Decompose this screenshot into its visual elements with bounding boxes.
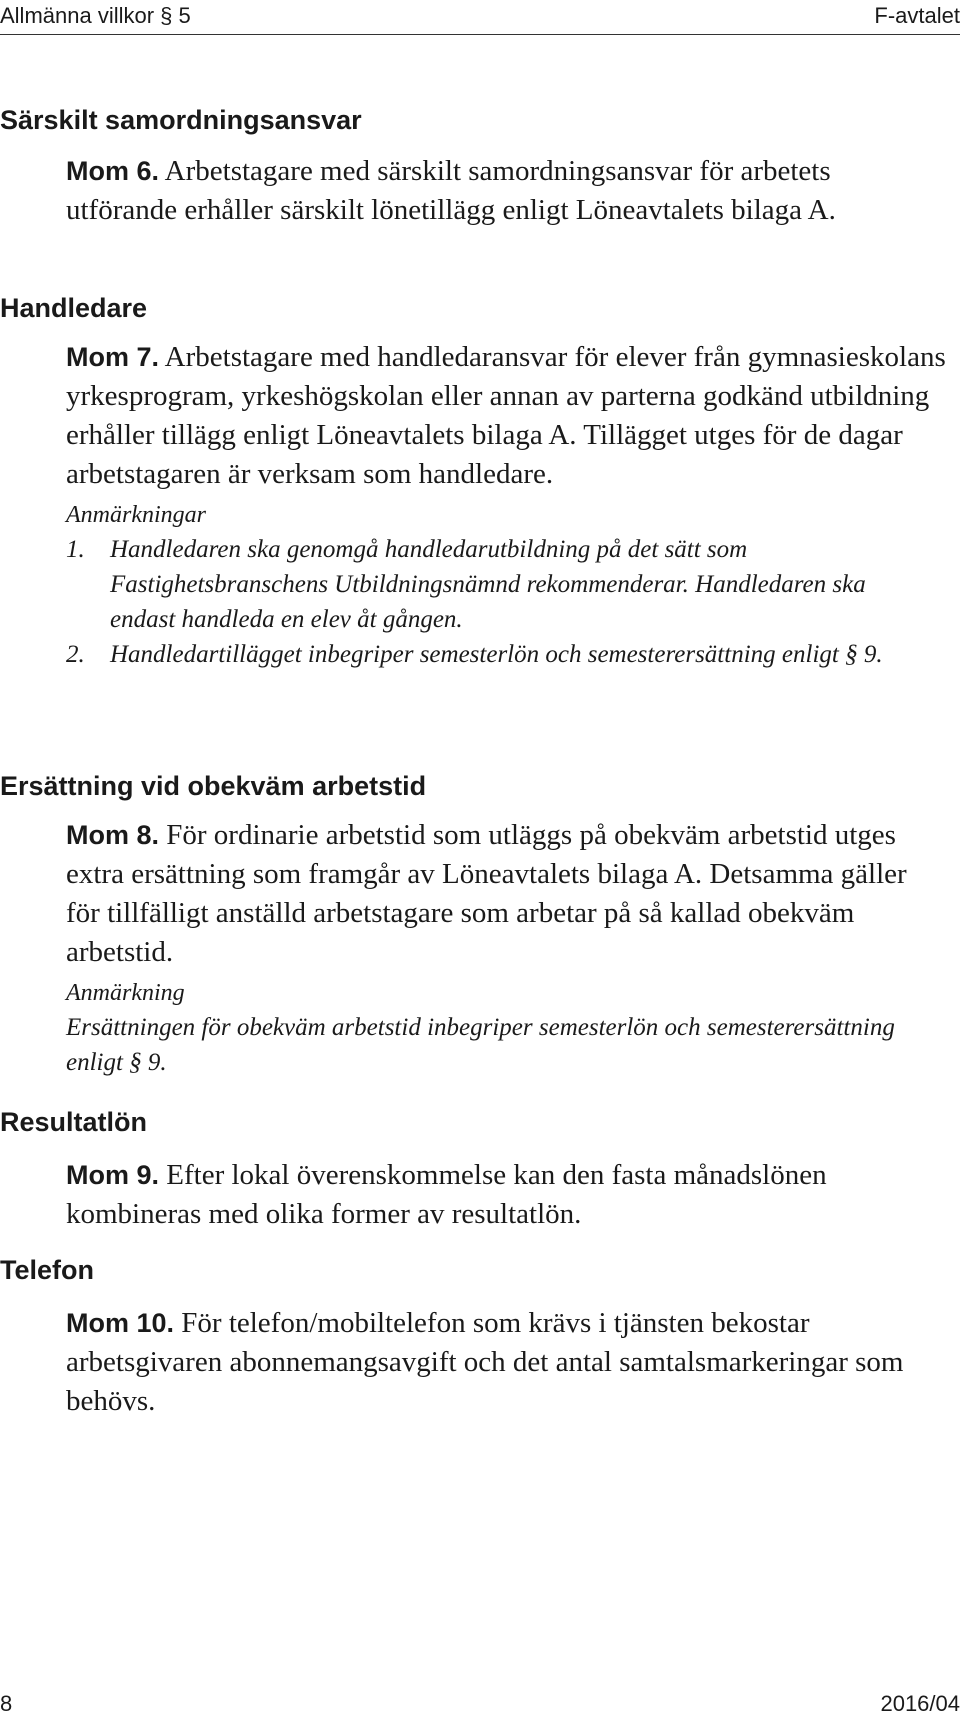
page-number: 8 bbox=[0, 1691, 13, 1716]
header-agreement-name: F-avtalet bbox=[874, 3, 960, 28]
header-chapter: Allmänna villkor § 5 bbox=[0, 3, 191, 28]
note-text: Handledaren ska genomgå handledarutbildning på det sätt som Fastighetsbranschens Utbildningsnämnd rekommenderar. Handledaren ska endast handleda en elev åt gången. bbox=[110, 536, 866, 633]
note-item bbox=[66, 532, 936, 637]
note-number: 2. bbox=[66, 641, 85, 668]
note-number: 1. bbox=[66, 536, 85, 563]
section-resultatlon bbox=[0, 1106, 960, 1234]
mom-8-paragraph bbox=[66, 816, 946, 972]
section-heading: Särskilt samordningsansvar bbox=[0, 105, 362, 135]
mom-text: Arbetstagare med särskilt samordningsansvar för arbetets utförande erhåller särskilt lönetillägg enligt Löneavtalets bilaga A. bbox=[66, 155, 836, 226]
mom-label: Mom 10. bbox=[66, 1308, 175, 1338]
section-heading: Resultatlön bbox=[0, 1107, 148, 1137]
mom-10-paragraph bbox=[66, 1304, 946, 1421]
running-footer bbox=[0, 1690, 960, 1717]
mom-label: Mom 6. bbox=[66, 156, 160, 186]
note-heading: Anmärkning bbox=[66, 980, 185, 1006]
section-heading: Ersättning vid obekväm arbetstid bbox=[0, 771, 427, 801]
mom-9-paragraph bbox=[66, 1156, 946, 1234]
mom-7-paragraph bbox=[66, 338, 946, 494]
section-heading: Handledare bbox=[0, 293, 148, 323]
mom-6-paragraph bbox=[66, 152, 946, 230]
note-item bbox=[66, 637, 936, 672]
note-text: Ersättningen för obekväm arbetstid inbegriper semesterlön och semesterersättning enligt § 9. bbox=[66, 1014, 895, 1076]
section-handledare bbox=[0, 292, 960, 672]
note-list bbox=[66, 532, 936, 672]
note-text: Handledartillägget inbegriper semesterlön och semesterersättning enligt § 9. bbox=[110, 641, 883, 668]
running-header bbox=[0, 0, 960, 35]
mom-label: Mom 9. bbox=[66, 1160, 160, 1190]
mom-text: Arbetstagare med handledaransvar för elever från gymnasieskolans yrkesprogram, yrkeshögskolan eller annan av parterna godkänd utbildning erhåller tillägg enligt Löneavtalets bilaga A. Tillägget utges för de dagar arbetstagaren är verksam som handledare. bbox=[66, 341, 946, 490]
note-heading: Anmärkningar bbox=[66, 502, 206, 528]
mom-text: För ordinarie arbetstid som utläggs på obekväm arbetstid utges extra ersättning som framgår av Löneavtalets bilaga A. Detsamma gäller för tillfälligt anställd arbetstagare som arbetar på så kallad obekväm arbetstid. bbox=[66, 819, 907, 968]
section-telefon bbox=[0, 1254, 960, 1421]
mom-label: Mom 7. bbox=[66, 342, 160, 372]
section-obekvam-arbetstid bbox=[0, 770, 960, 1080]
mom-text: För telefon/mobiltelefon som krävs i tjänsten bekostar arbetsgivaren abonnemangsavgift och det antal samtalsmarkeringar som behövs. bbox=[66, 1307, 904, 1417]
edition-date: 2016/04 bbox=[880, 1691, 960, 1716]
section-heading: Telefon bbox=[0, 1255, 94, 1285]
mom-text: Efter lokal överenskommelse kan den fasta månadslönen kombineras med olika former av resultatlön. bbox=[66, 1159, 827, 1230]
section-samordningsansvar bbox=[0, 104, 960, 230]
mom-label: Mom 8. bbox=[66, 820, 160, 850]
